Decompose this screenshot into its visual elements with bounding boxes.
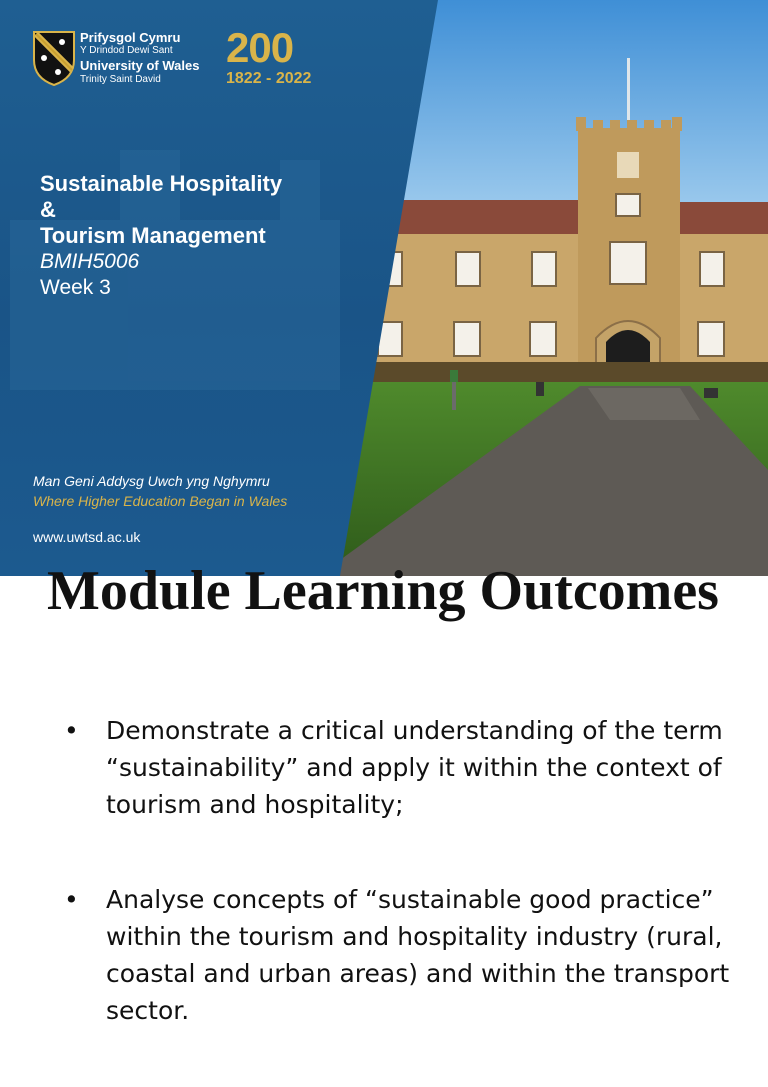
university-name-welsh: Prifysgol Cymru	[80, 30, 181, 45]
course-title-line3: Tourism Management	[40, 223, 266, 248]
anniversary-number: 200	[226, 24, 294, 71]
university-name	[80, 30, 199, 86]
module-code: BMIH5006	[40, 250, 140, 273]
tagline	[33, 471, 287, 511]
anniversary-years: 1822 - 2022	[226, 70, 312, 87]
bullet-icon: •	[64, 716, 79, 745]
anniversary-logo	[224, 24, 328, 92]
university-subtitle-english: Trinity Saint David	[80, 74, 161, 85]
outcomes-list	[62, 712, 742, 1087]
course-title-line1: Sustainable Hospitality	[40, 171, 283, 196]
slide-title: Module Learning Outcomes	[47, 560, 719, 622]
course-title-line2: &	[40, 197, 56, 222]
list-item	[62, 712, 742, 823]
course-title-block	[40, 171, 370, 301]
university-crest-icon	[32, 30, 76, 86]
university-subtitle-welsh: Y Drindod Dewi Sant	[80, 45, 173, 56]
week-label: Week 3	[40, 276, 111, 299]
list-item	[62, 881, 742, 1029]
website-link[interactable]: www.uwtsd.ac.uk	[33, 529, 141, 545]
tagline-welsh: Man Geni Addysg Uwch yng Nghymru	[33, 473, 270, 489]
outcome-text: Demonstrate a critical understanding of the term “sustainability” and apply it within the context of tourism and hospitality;	[106, 716, 723, 819]
tagline-english: Where Higher Education Began in Wales	[33, 493, 288, 509]
outcome-text: Analyse concepts of “sustainable good practice” within the tourism and hospitality industry (rural, coastal and urban areas) and within the transport sector.	[106, 885, 730, 1025]
university-name-english: University of Wales	[80, 58, 200, 73]
bullet-icon: •	[64, 885, 79, 914]
